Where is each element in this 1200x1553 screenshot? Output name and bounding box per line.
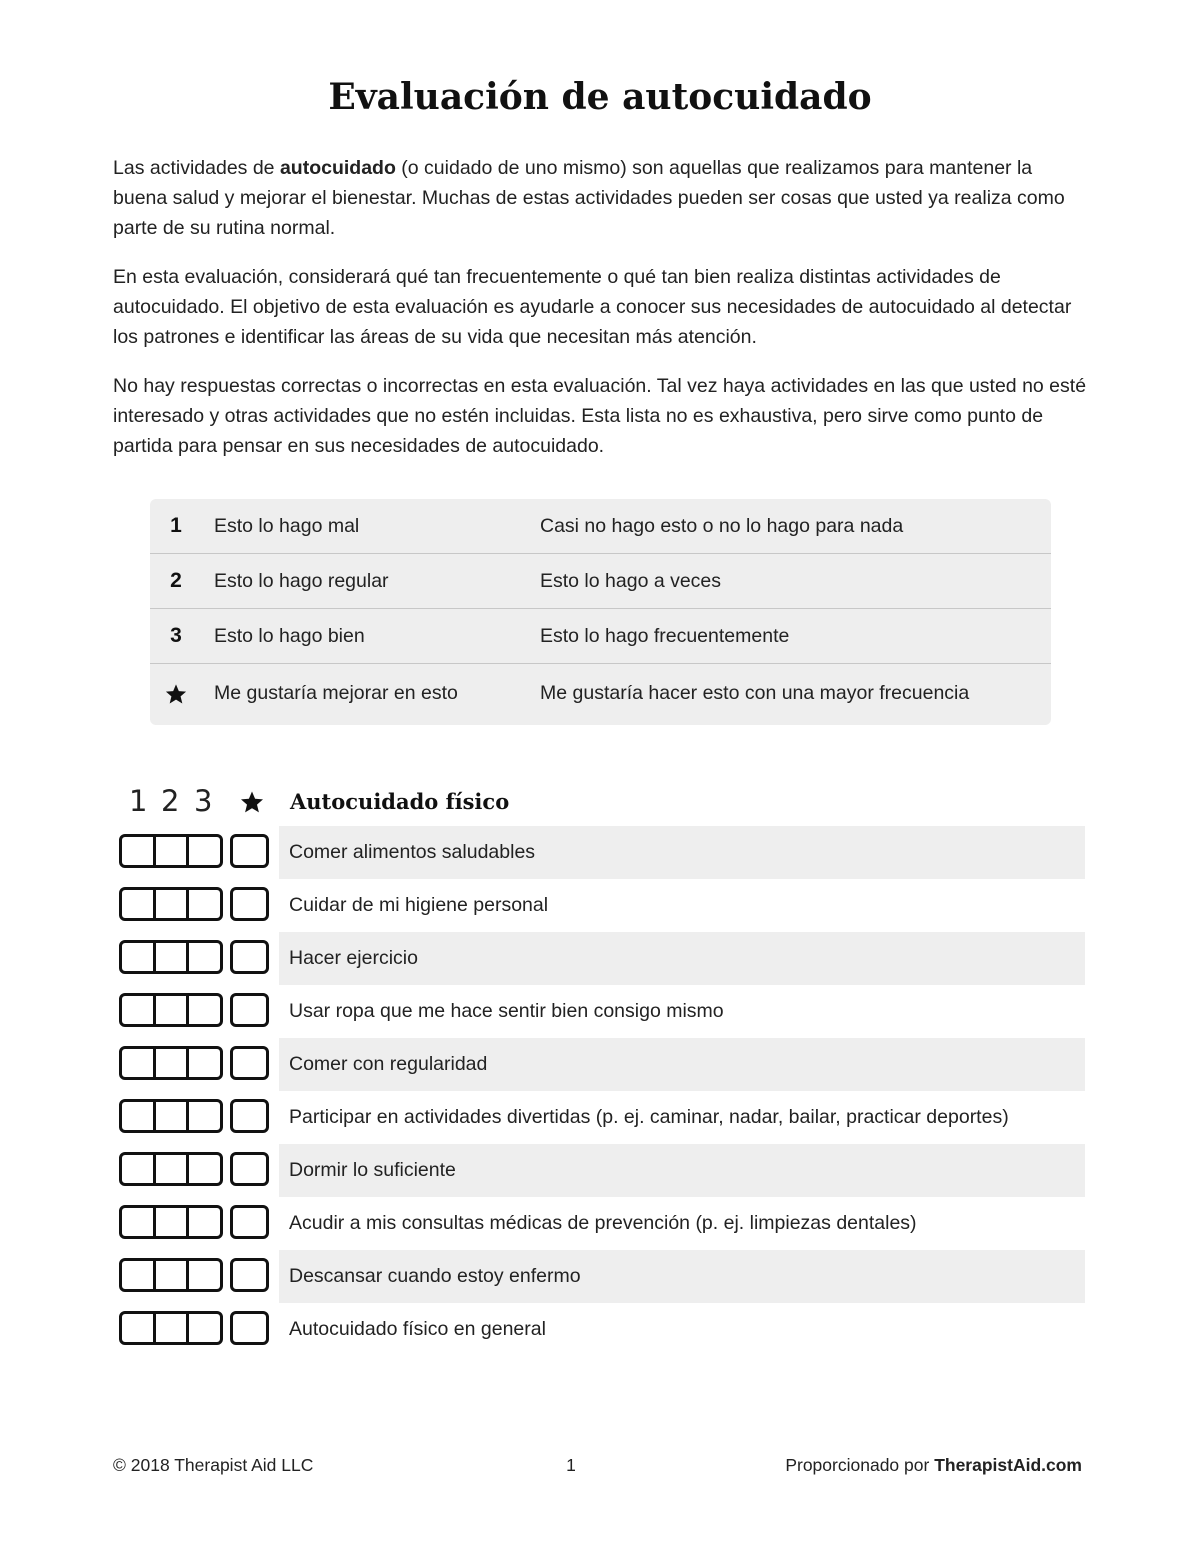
rating-checkboxes[interactable] xyxy=(119,940,223,974)
rating-checkboxes[interactable] xyxy=(119,1311,223,1345)
page-title: Evaluación de autocuidado xyxy=(328,76,872,118)
checkbox-2[interactable] xyxy=(156,890,190,918)
list-item xyxy=(113,1144,1085,1197)
column-header-2: 2 xyxy=(161,784,180,818)
legend-key: 3 xyxy=(170,624,182,647)
legend-label: Esto lo hago bien xyxy=(214,624,365,647)
checkbox-2[interactable] xyxy=(156,996,190,1024)
checkbox-3[interactable] xyxy=(189,996,220,1024)
intro-paragraph-1 xyxy=(113,153,1088,243)
checkbox-2[interactable] xyxy=(156,1314,190,1342)
legend-row-star xyxy=(150,664,1051,723)
legend-label: Me gustaría mejorar en esto xyxy=(214,682,458,704)
legend-description: Esto lo hago a veces xyxy=(540,569,722,592)
checkbox-2[interactable] xyxy=(156,1155,190,1183)
rating-checkboxes[interactable] xyxy=(119,1258,223,1292)
checkbox-3[interactable] xyxy=(189,1049,220,1077)
item-label: Dormir lo suficiente xyxy=(289,1159,456,1181)
list-item xyxy=(113,1091,1085,1144)
checkbox-star[interactable] xyxy=(230,887,269,921)
footer-credit xyxy=(785,1455,1082,1476)
list-item xyxy=(113,879,1085,932)
checkbox-1[interactable] xyxy=(122,996,156,1024)
legend-description: Casi no hago esto o no lo hago para nada xyxy=(540,514,904,537)
checkbox-2[interactable] xyxy=(156,943,190,971)
item-label: Autocuidado físico en general xyxy=(289,1318,546,1340)
checkbox-3[interactable] xyxy=(189,1261,220,1289)
intro-paragraph-2 xyxy=(113,262,1088,352)
footer-page-number: 1 xyxy=(566,1455,576,1475)
item-label: Hacer ejercicio xyxy=(289,947,418,969)
checkbox-1[interactable] xyxy=(122,1155,156,1183)
section-title: Autocuidado físico xyxy=(290,789,510,814)
rating-checkboxes[interactable] xyxy=(119,1099,223,1133)
checkbox-1[interactable] xyxy=(122,1208,156,1236)
rating-checkboxes[interactable] xyxy=(119,887,223,921)
list-item xyxy=(113,1250,1085,1303)
intro-paragraph-3 xyxy=(113,371,1088,461)
checkbox-1[interactable] xyxy=(122,1314,156,1342)
checklist xyxy=(113,826,1085,1356)
checkbox-3[interactable] xyxy=(189,1102,220,1130)
checkbox-star[interactable] xyxy=(230,940,269,974)
checkbox-star[interactable] xyxy=(230,1046,269,1080)
rating-checkboxes[interactable] xyxy=(119,834,223,868)
rating-checkboxes[interactable] xyxy=(119,1205,223,1239)
checkbox-2[interactable] xyxy=(156,837,190,865)
checkbox-2[interactable] xyxy=(156,1208,190,1236)
checkbox-2[interactable] xyxy=(156,1261,190,1289)
column-header-3: 3 xyxy=(194,784,213,818)
legend-label: Esto lo hago mal xyxy=(214,514,360,537)
checkbox-3[interactable] xyxy=(189,837,220,865)
star-icon xyxy=(240,790,264,819)
rating-checkboxes[interactable] xyxy=(119,1152,223,1186)
intro-p1-start: Las actividades de xyxy=(113,157,280,179)
intro-p2-text: En esta evaluación, considerará qué tan frecuentemente o qué tan bien realiza distintas actividades de autocuidado. El objetivo de esta evaluación es ayudarle a conocer sus necesidades de autocuidado al detectar los patrones e identificar las áreas de su vida que necesitan más atención. xyxy=(113,266,1072,348)
column-header-1: 1 xyxy=(129,784,148,818)
rating-checkboxes[interactable] xyxy=(119,993,223,1027)
list-item xyxy=(113,826,1085,879)
checkbox-2[interactable] xyxy=(156,1102,190,1130)
rating-legend xyxy=(150,499,1051,725)
list-item xyxy=(113,932,1085,985)
legend-key: 2 xyxy=(170,569,182,592)
checkbox-star[interactable] xyxy=(230,1099,269,1133)
item-label: Descansar cuando estoy enfermo xyxy=(289,1265,581,1287)
checkbox-star[interactable] xyxy=(230,1311,269,1345)
legend-description: Esto lo hago frecuentemente xyxy=(540,624,790,647)
legend-row-2 xyxy=(150,554,1051,609)
checkbox-3[interactable] xyxy=(189,890,220,918)
checkbox-star[interactable] xyxy=(230,1205,269,1239)
intro-p1-bold: autocuidado xyxy=(279,157,396,179)
legend-row-1 xyxy=(150,499,1051,554)
item-label: Comer con regularidad xyxy=(289,1053,488,1075)
item-label: Usar ropa que me hace sentir bien consigo mismo xyxy=(289,1000,724,1022)
rating-checkboxes[interactable] xyxy=(119,1046,223,1080)
checkbox-3[interactable] xyxy=(189,1314,220,1342)
intro-p1-end: (o cuidado de uno mismo) son aquellas que realizamos para mantener la buena salud y mejorar el bienestar. Muchas de estas actividades pueden ser cosas que usted ya realiza como parte de su rutina normal. xyxy=(113,157,1065,239)
footer-copyright: © 2018 Therapist Aid LLC xyxy=(113,1455,314,1475)
checkbox-3[interactable] xyxy=(189,1155,220,1183)
checkbox-star[interactable] xyxy=(230,1152,269,1186)
checkbox-3[interactable] xyxy=(189,1208,220,1236)
intro-p3-text: No hay respuestas correctas o incorrectas en esta evaluación. Tal vez haya actividades en las que usted no esté interesado y otras actividades que no estén incluidas. Esta lista no es exhaustiva, pero sirve como punto de partida para pensar en sus necesidades de autocuidado. xyxy=(113,375,1087,457)
legend-label: Esto lo hago regular xyxy=(214,569,389,592)
item-label: Cuidar de mi higiene personal xyxy=(289,894,549,916)
checkbox-1[interactable] xyxy=(122,837,156,865)
checkbox-1[interactable] xyxy=(122,1049,156,1077)
checkbox-star[interactable] xyxy=(230,834,269,868)
legend-row-3 xyxy=(150,609,1051,664)
checkbox-1[interactable] xyxy=(122,890,156,918)
footer-credit-link[interactable]: TherapistAid.com xyxy=(934,1455,1082,1475)
legend-key: 1 xyxy=(170,514,182,537)
list-item xyxy=(113,1038,1085,1091)
footer-credit-text: Proporcionado por xyxy=(785,1455,935,1475)
checkbox-2[interactable] xyxy=(156,1049,190,1077)
legend-description: Me gustaría hacer esto con una mayor frecuencia xyxy=(540,682,970,704)
checkbox-1[interactable] xyxy=(122,1261,156,1289)
list-item xyxy=(113,1303,1085,1356)
item-label: Participar en actividades divertidas (p. ej. caminar, nadar, bailar, practicar deportes) xyxy=(289,1106,1009,1128)
item-label: Acudir a mis consultas médicas de prevención (p. ej. limpiezas dentales) xyxy=(289,1212,917,1234)
checkbox-1[interactable] xyxy=(122,1102,156,1130)
section-header xyxy=(113,784,1085,824)
list-item xyxy=(113,985,1085,1038)
star-icon xyxy=(150,664,202,723)
checkbox-3[interactable] xyxy=(189,943,220,971)
checkbox-star[interactable] xyxy=(230,1258,269,1292)
list-item xyxy=(113,1197,1085,1250)
checkbox-star[interactable] xyxy=(230,993,269,1027)
checkbox-1[interactable] xyxy=(122,943,156,971)
item-label: Comer alimentos saludables xyxy=(289,841,536,863)
